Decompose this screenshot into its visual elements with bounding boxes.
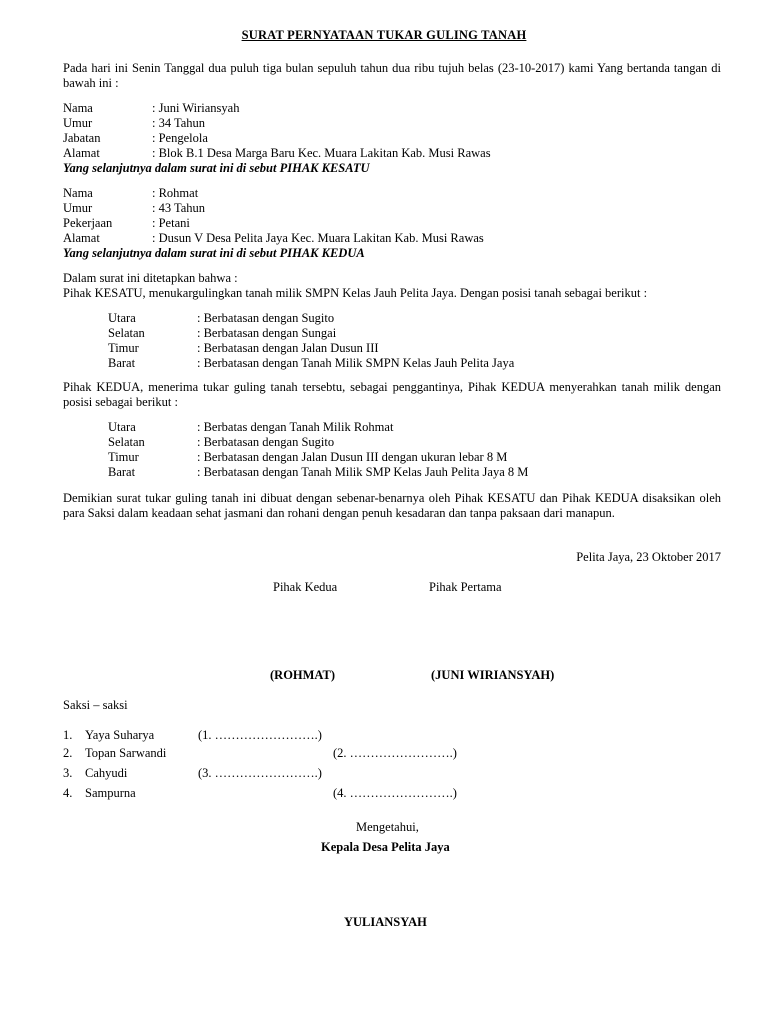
signatory-right-name: (JUNI WIRIANSYAH): [431, 668, 555, 682]
witness-name: Sampurna: [85, 786, 136, 800]
witness-name: Cahyudi: [85, 766, 128, 780]
party2-address-label: Alamat: [63, 231, 100, 245]
border1-south-label: Selatan: [108, 326, 145, 340]
page-title: SURAT PERNYATAAN TUKAR GULING TANAH: [241, 28, 527, 42]
witness-number: 2.: [63, 746, 73, 760]
decision-line: Pihak KESATU, menukargulingkan tanah milik SMPN Kelas Jauh Pelita Jaya. Dengan posisi tanah sebagai berikut :: [63, 286, 648, 300]
witness-number: 1.: [63, 728, 73, 742]
witness-signature-line: (2. …………………….): [333, 746, 457, 760]
border2-north-label: Utara: [108, 420, 136, 434]
closing-paragraph: Demikian surat tukar guling tanah ini dibuat dengan sebenar-benarnya oleh Pihak KESATU dan Pihak KEDUA disaksikan oleh para Saksi dalam keadaan sehat jasmani dan rohani dengan penuh kesadaran dan tanpa paksaan dari manapun.: [63, 491, 721, 520]
witness-number: 4.: [63, 786, 73, 800]
border2-south-desc: : Berbatasan dengan Sugito: [197, 435, 335, 449]
party2-job-label: Pekerjaan: [63, 216, 113, 230]
border1-south-desc: : Berbatasan dengan Sungai: [197, 326, 337, 340]
party1-address-value: : Blok B.1 Desa Marga Baru Kec. Muara Lakitan Kab. Musi Rawas: [152, 146, 491, 160]
party2-name-value: : Rohmat: [152, 186, 199, 200]
border2-west-desc: : Berbatasan dengan Tanah Milik SMP Kelas Jauh Pelita Jaya 8 M: [197, 465, 529, 479]
witness-name: Yaya Suharya: [85, 728, 155, 742]
party2-job-value: : Petani: [152, 216, 190, 230]
witness-number: 3.: [63, 766, 73, 780]
decision-intro: Dalam surat ini ditetapkan bahwa :: [63, 271, 238, 285]
border1-west-label: Barat: [108, 356, 136, 370]
witness-signature-line: (4. …………………….): [333, 786, 457, 800]
party2-age-value: : 43 Tahun: [152, 201, 206, 215]
party2-age-label: Umur: [63, 201, 93, 215]
border2-south-label: Selatan: [108, 435, 145, 449]
border2-north-desc: : Berbatas dengan Tanah Milik Rohmat: [197, 420, 394, 434]
party1-position-label: Jabatan: [63, 131, 101, 145]
party1-designation: Yang selanjutnya dalam surat ini di sebut PIHAK KESATU: [63, 161, 370, 175]
border1-north-label: Utara: [108, 311, 136, 325]
border2-east-label: Timur: [108, 450, 139, 464]
signatory-right-label: Pihak Pertama: [429, 580, 502, 594]
village-head-name: YULIANSYAH: [344, 915, 427, 929]
border1-east-desc: : Berbatasan dengan Jalan Dusun III: [197, 341, 379, 355]
party1-age-label: Umur: [63, 116, 93, 130]
border2-west-label: Barat: [108, 465, 136, 479]
border1-east-label: Timur: [108, 341, 139, 355]
border1-west-desc: : Berbatasan dengan Tanah Milik SMPN Kelas Jauh Pelita Jaya: [197, 356, 515, 370]
party2-designation: Yang selanjutnya dalam surat ini di sebut PIHAK KEDUA: [63, 246, 365, 260]
party1-name-value: : Juni Wiriansyah: [152, 101, 240, 115]
intro-paragraph: Pada hari ini Senin Tanggal dua puluh tiga bulan sepuluh tahun dua ribu tujuh belas (23-10-2017) kami Yang bertanda tangan di bawah ini :: [63, 61, 721, 90]
party2-name-label: Nama: [63, 186, 93, 200]
border2-east-desc: : Berbatasan dengan Jalan Dusun III dengan ukuran lebar 8 M: [197, 450, 508, 464]
signatory-left-label: Pihak Kedua: [273, 580, 338, 594]
party1-position-value: : Pengelola: [152, 131, 208, 145]
witness-heading: Saksi – saksi: [63, 698, 128, 712]
party1-age-value: : 34 Tahun: [152, 116, 206, 130]
village-head-title: Kepala Desa Pelita Jaya: [321, 840, 450, 854]
witness-name: Topan Sarwandi: [85, 746, 167, 760]
signatory-left-name: (ROHMAT): [270, 668, 336, 682]
party2-address-value: : Dusun V Desa Pelita Jaya Kec. Muara Lakitan Kab. Musi Rawas: [152, 231, 484, 245]
witness-signature-line: (3. …………………….): [198, 766, 322, 780]
acknowledged-label: Mengetahui,: [356, 820, 419, 834]
border1-north-desc: : Berbatasan dengan Sugito: [197, 311, 335, 325]
place-date: Pelita Jaya, 23 Oktober 2017: [576, 550, 721, 564]
party1-name-label: Nama: [63, 101, 93, 115]
party2-statement: Pihak KEDUA, menerima tukar guling tanah tersebtu, sebagai penggantinya, Pihak KEDUA menyerahkan tanah milik dengan posisi sebagai berikut :: [63, 380, 721, 409]
party1-address-label: Alamat: [63, 146, 100, 160]
witness-signature-line: (1. …………………….): [198, 728, 322, 742]
